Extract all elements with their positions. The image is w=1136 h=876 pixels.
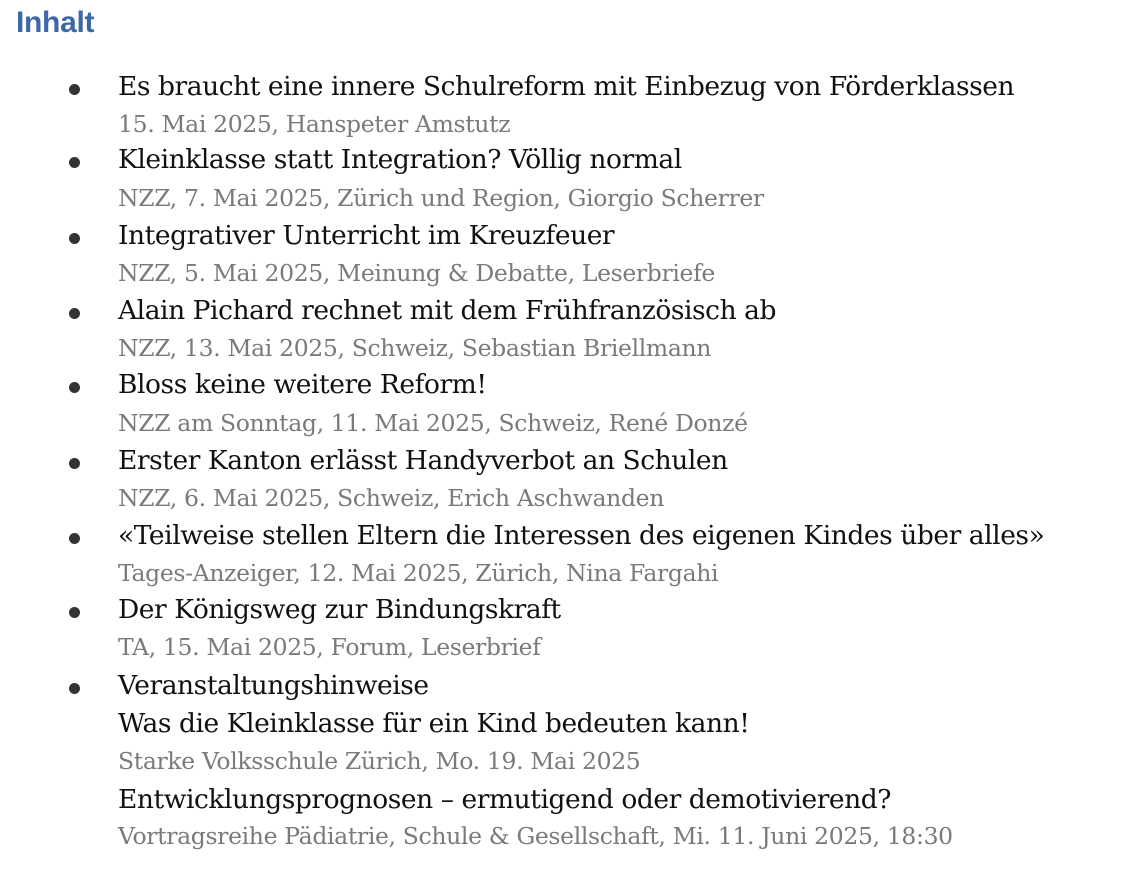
bullet-icon: [69, 308, 80, 319]
toc-item-meta: NZZ, 5. Mai 2025, Meinung & Debatte, Leserbriefe: [118, 259, 715, 287]
toc-item-meta: NZZ, 7. Mai 2025, Zürich und Region, Giorgio Scherrer: [118, 184, 764, 212]
toc-item-title[interactable]: Alain Pichard rechnet mit dem Frühfranzösisch ab: [118, 295, 777, 326]
toc-item-title[interactable]: Veranstaltungshinweise: [118, 670, 429, 701]
event-meta: Vortragsreihe Pädiatrie, Schule & Gesellschaft, Mi. 11. Juni 2025, 18:30: [118, 822, 953, 850]
toc-item-title[interactable]: Der Königsweg zur Bindungskraft: [118, 594, 561, 625]
toc-item-meta: Tages-Anzeiger, 12. Mai 2025, Zürich, Nina Fargahi: [118, 559, 719, 587]
bullet-icon: [69, 683, 80, 694]
toc-item-title[interactable]: Kleinklasse statt Integration? Völlig normal: [118, 144, 682, 175]
toc-item-title[interactable]: Es braucht eine innere Schulreform mit Einbezug von Förderklassen: [118, 71, 1015, 102]
event-title[interactable]: Entwicklungsprognosen – ermutigend oder demotivierend?: [118, 784, 892, 815]
page-title: Inhalt: [16, 6, 95, 39]
bullet-icon: [69, 533, 80, 544]
toc-item-meta: 15. Mai 2025, Hanspeter Amstutz: [118, 110, 511, 138]
bullet-icon: [69, 157, 80, 168]
bullet-icon: [69, 607, 80, 618]
event-title[interactable]: Was die Kleinklasse für ein Kind bedeuten kann!: [118, 708, 750, 739]
toc-item-meta: NZZ, 6. Mai 2025, Schweiz, Erich Aschwanden: [118, 484, 664, 512]
bullet-icon: [69, 84, 80, 95]
toc-item-meta: TA, 15. Mai 2025, Forum, Leserbrief: [118, 633, 541, 661]
bullet-icon: [69, 382, 80, 393]
bullet-icon: [69, 458, 80, 469]
event-meta: Starke Volksschule Zürich, Mo. 19. Mai 2025: [118, 747, 641, 775]
toc-item-title[interactable]: Integrativer Unterricht im Kreuzfeuer: [118, 220, 615, 251]
toc-item-title[interactable]: Bloss keine weitere Reform!: [118, 369, 487, 400]
toc-item-meta: NZZ, 13. Mai 2025, Schweiz, Sebastian Briellmann: [118, 334, 712, 362]
toc-item-title[interactable]: «Teilweise stellen Eltern die Interessen des eigenen Kindes über alles»: [118, 520, 1045, 551]
bullet-icon: [69, 233, 80, 244]
toc-item-title[interactable]: Erster Kanton erlässt Handyverbot an Schulen: [118, 445, 728, 476]
toc-item-meta: NZZ am Sonntag, 11. Mai 2025, Schweiz, René Donzé: [118, 409, 748, 437]
